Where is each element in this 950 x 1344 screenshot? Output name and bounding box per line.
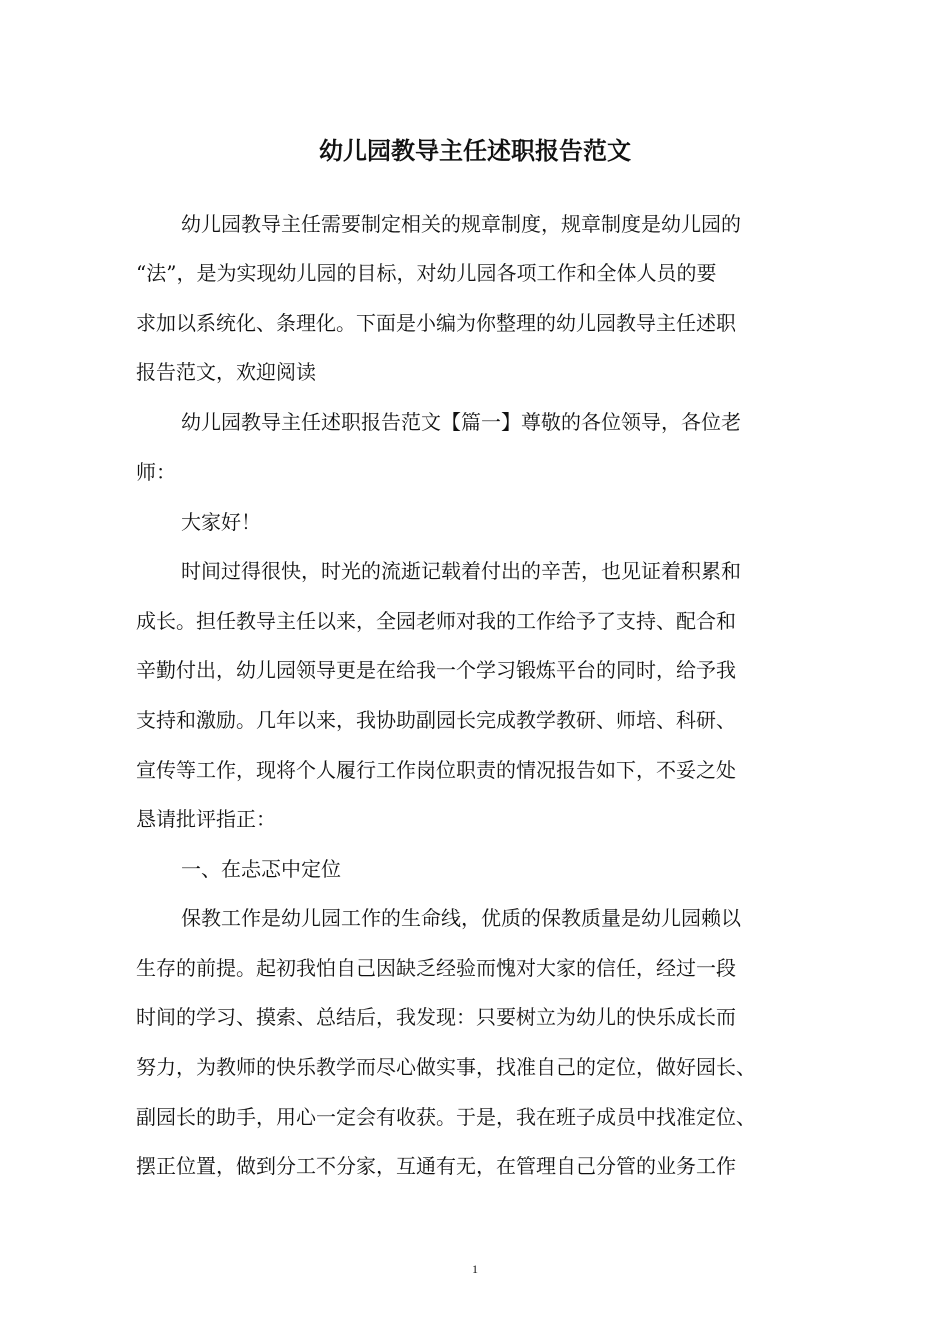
text-line: 保教工作是幼儿园工作的生命线，优质的保教质量是幼儿园赖以 [181, 906, 741, 930]
text-line: 时间过得很快，时光的流逝记载着付出的辛苦，也见证着积累和 [181, 559, 741, 583]
text-line: 大家好！ [181, 510, 261, 534]
text-line: 时间的学习、摸索、总结后，我发现：只要树立为幼儿的快乐成长而 [136, 1005, 736, 1029]
text-line: “法”，是为实现幼儿园的目标，对幼儿园各项工作和全体人员的要 [136, 261, 717, 285]
text-line: 求加以系统化、条理化。下面是小编为你整理的幼儿园教导主任述职 [136, 311, 736, 335]
text-line: 支持和激励。几年以来，我协助副园长完成教学教研、师培、科研、 [136, 708, 736, 732]
text-line: 师： [136, 460, 176, 484]
text-line: 努力，为教师的快乐教学而尽心做实事，找准自己的定位，做好园长、 [136, 1055, 756, 1079]
text-line: 报告范文，欢迎阅读 [136, 360, 316, 384]
text-line: 副园长的助手，用心一定会有收获。于是，我在班子成员中找准定位、 [136, 1105, 756, 1129]
text-line: 生存的前提。起初我怕自己因缺乏经验而愧对大家的信任，经过一段 [136, 956, 736, 980]
text-line: 恳请批评指正： [136, 807, 276, 831]
text-line: 成长。担任教导主任以来，全园老师对我的工作给予了支持、配合和 [136, 609, 736, 633]
document-title: 幼儿园教导主任述职报告范文 [319, 137, 631, 165]
page-number: 1 [472, 1262, 478, 1276]
text-line: 幼儿园教导主任述职报告范文【篇一】尊敬的各位领导，各位老 [181, 410, 741, 434]
text-line: 幼儿园教导主任需要制定相关的规章制度，规章制度是幼儿园的 [181, 212, 741, 236]
section-heading: 一、在忐忑中定位 [181, 857, 341, 881]
text-line: 宣传等工作，现将个人履行工作岗位职责的情况报告如下，不妥之处 [136, 758, 736, 782]
text-line: 辛勤付出，幼儿园领导更是在给我一个学习锻炼平台的同时，给予我 [136, 658, 736, 682]
text-line: 摆正位置，做到分工不分家，互通有无，在管理自己分管的业务工作 [136, 1154, 736, 1178]
